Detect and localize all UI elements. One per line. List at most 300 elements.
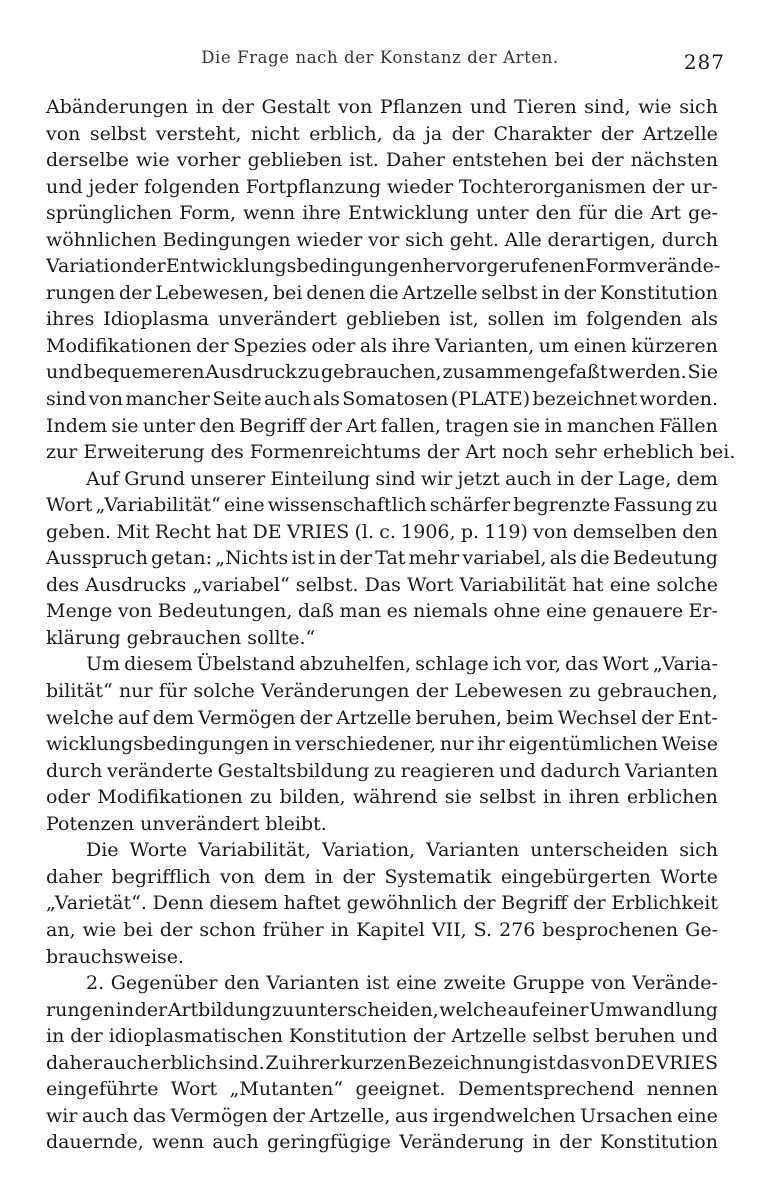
word: nur [118,680,153,703]
word: der [600,122,634,145]
word: von [88,388,123,411]
text-line [46,1076,718,1103]
word: Zu [265,1051,291,1074]
body-text [46,94,736,1156]
word: Varianten, [434,334,535,357]
text-line [46,200,718,227]
word: wieder [386,175,454,198]
word: Art [650,202,681,225]
word: Die [86,839,119,862]
word: Bedingungen [162,228,291,251]
word: Verände- [632,972,718,995]
text-line [46,784,718,811]
word: Vermögen [170,1104,268,1127]
word: Wort [602,653,649,676]
word: ist [366,972,390,995]
text-line [46,545,718,572]
word: demselben [572,520,677,543]
word: eine [396,972,437,995]
word: bequemeren [83,361,205,384]
word: von [590,1051,625,1074]
word: rungen [46,998,116,1021]
word: der [70,1025,103,1048]
word: zu [250,786,273,809]
word: und [469,96,507,118]
text-line [46,572,718,599]
word: selbst [89,122,147,145]
word: zu [568,680,592,703]
line-text: zur Erweiterung des Formenreichtums der Art noch sehr erheblich bei. [46,441,736,464]
word: jetzt [457,467,500,490]
word: auf [117,706,149,729]
text-line [46,1103,718,1130]
word: in [195,96,214,118]
word: geben. [46,520,112,543]
word: ihres [46,308,95,331]
text-line [46,280,718,307]
word: Konstitution [599,1131,718,1154]
word: veränderte [106,759,213,782]
text-line [46,731,718,758]
word: unterscheiden, [294,998,439,1021]
word: zu [695,494,718,517]
word: „Nichts [215,547,289,570]
word: Das [364,573,401,596]
word: denen [306,281,366,304]
word: als [690,308,718,331]
word: schärfer [429,494,511,517]
word: schon [199,918,256,941]
word: Artzelle [336,706,412,729]
word: bilden, [279,786,346,809]
word: der [118,281,152,304]
word: sie [513,414,541,437]
word: daher [46,865,103,888]
text-line [46,121,718,148]
word: eine [677,1104,718,1127]
word: gebrauchen, [597,680,718,703]
word: es [386,600,408,623]
word: dadurch [540,759,621,782]
word: 119) [484,520,528,543]
word: begrenzte [513,494,611,517]
word: früher [262,918,324,941]
word: Form, [179,202,237,225]
word: der [451,122,485,145]
word: „variabel“ [192,573,290,596]
word: „Variabilität“ [95,494,221,517]
word: Modifikationen [46,334,192,357]
word: Tieren [514,96,577,118]
word: ihr [477,733,505,756]
word: zu [373,759,397,782]
word: das [565,653,599,676]
word: Charakter [493,122,592,145]
word: nennen [646,1078,718,1101]
word: Auf [86,467,119,490]
word: die [369,281,399,304]
running-title: Die Frage nach der Konstanz der Arten. [201,48,559,67]
word: durch [661,228,718,251]
word: der [573,892,606,915]
page-number: 287 [683,50,725,74]
word: Formverände- [585,255,721,278]
word: in [46,1025,65,1048]
word: dauernde, [46,1131,144,1154]
word: wie [638,96,672,118]
word: der [641,706,674,729]
word: Worte [129,839,188,862]
word: Denn [152,892,204,915]
word: Modifikationen [97,786,243,809]
word: sollen [487,308,545,331]
word: da [392,122,416,145]
word: rungen [46,281,116,304]
text-line [46,678,718,705]
word: Übelstand [196,653,296,676]
word: für [578,202,607,225]
word: Entwicklung [348,202,469,225]
word: Grund [124,467,186,490]
text-line [46,864,718,891]
word: in [115,998,135,1021]
word: oder [311,334,356,357]
word: Daher [385,149,445,172]
word: DE [625,1051,655,1074]
word: mehr [408,547,460,570]
word: in [543,786,562,809]
word: Wort [170,1078,218,1101]
word: Lebewesen, [155,281,270,304]
word: besprochenen [542,918,679,941]
word: Ent- [677,706,718,729]
word: unter [476,202,529,225]
word: in [532,1131,551,1154]
word: derselbe [46,149,129,172]
word: einen [573,334,627,357]
word: der [159,918,193,941]
word: Fortpflanzung [245,175,382,198]
word: welche [46,706,114,729]
word: wenn [152,1131,205,1154]
word: in [544,414,563,437]
word: (PLATE) [450,388,531,411]
word: Entwicklungsbedingungen [165,255,423,278]
word: auf [507,998,539,1021]
word: selbst. [295,573,359,596]
text-line [46,625,718,652]
word: daher [46,1051,103,1074]
word: werden. [608,361,687,384]
word: S. [473,918,493,941]
word: unverändert [217,308,338,331]
word: zu [297,361,320,384]
word: in [556,467,576,490]
word: VII, [431,918,467,941]
word: im [553,308,578,331]
word: VRIES [655,1051,718,1074]
word: jeder [88,175,139,198]
word: auch [81,1104,129,1127]
word: gewöhnlich [346,892,458,915]
word: der [591,149,624,172]
word: Varianten [266,972,360,995]
word: Um [86,653,121,676]
word: begrifflich [111,865,211,888]
word: der [651,175,685,198]
word: sprünglichen [46,202,173,225]
word: p. [460,520,480,543]
word: reagieren [400,759,495,782]
text-line [46,997,718,1024]
word: Bezeichnung [407,1051,532,1074]
word: Pflanzen [379,96,463,118]
word: beim [506,706,554,729]
word: Somatosen [342,388,449,411]
word: Variation [46,255,134,278]
word: Einteilung [270,467,371,490]
word: der [221,96,254,118]
word: das [132,1104,167,1127]
word: das [556,1051,590,1074]
word: Tat [375,547,406,570]
word: der [580,467,613,490]
word: wicklungsbedingungen [46,733,270,756]
text-line [46,705,718,732]
word: fallen, [380,414,441,437]
word: eingeführte [46,1078,159,1101]
word: als [312,388,340,411]
text-line [46,917,718,944]
text-line [46,227,718,254]
text-line [46,466,718,493]
word: zweite [443,972,506,995]
word: des [46,573,80,596]
word: der [196,334,229,357]
word: Alle [504,228,542,251]
word: wir [46,1104,78,1127]
word: Fällen [659,414,718,437]
word: Idioplasma [103,308,210,331]
text-line [46,174,718,201]
word: als [549,547,577,570]
word: ihre [391,334,431,357]
word: der [412,1025,446,1048]
word: sie [444,786,472,809]
text-line [46,439,736,466]
word: welche [439,998,508,1021]
text-line [46,970,718,997]
word: in [314,865,334,888]
word: von [220,865,255,888]
word: Artzelle [402,281,478,304]
word: Bedeutungen, [157,600,293,623]
word: ist [532,1051,556,1074]
word: Variation, [321,839,416,862]
word: Begriff [501,892,568,915]
word: ist, [449,308,479,331]
word: Recht [154,520,211,543]
running-head [0,48,765,78]
word: Dementsprechend [457,1078,635,1101]
word: in [318,547,337,570]
word: erblich [150,1051,218,1074]
word: geeignet. [355,1078,446,1101]
text-line [46,386,718,413]
word: Fassung [613,494,693,517]
word: Indem [46,414,108,437]
word: diesem [209,892,278,915]
text-line [46,1129,718,1156]
word: VRIES [286,520,350,543]
word: und [499,759,536,782]
word: Variabilität [459,573,567,596]
word: Artzelle [642,122,718,145]
text-line [46,758,718,785]
text-line [46,837,718,864]
word: der [563,281,597,304]
word: Wechsel [557,706,637,729]
word: versteht, [155,122,242,145]
word: ich [492,653,522,676]
word: Ausdrucks [85,573,187,596]
word: nur [439,733,474,756]
word: von [337,96,373,118]
word: dem [676,467,718,490]
word: ohne [493,600,541,623]
word: Gruppe [512,972,585,995]
word: Variabilität, [198,839,311,862]
word: Tochterorganismen [458,175,646,198]
word: vor [368,228,400,251]
word: zu [271,998,295,1021]
word: zusammengefaßt [442,361,608,384]
word: Er- [688,600,718,623]
word: und [681,1025,718,1048]
word: der [272,1104,305,1127]
word: sind. [218,1051,265,1074]
word: bei [273,281,303,304]
word: Vermögen [198,706,296,729]
word: auch [505,467,552,490]
word: einer [538,998,589,1021]
word: tragen [445,414,509,437]
word: Gegenüber [110,972,218,995]
text-line [46,890,718,917]
word: Artbildung [167,998,272,1021]
word: der [559,1131,592,1154]
word: der [309,414,342,437]
word: beruhen, [415,706,502,729]
word: Konstitution [288,1025,407,1048]
word: geringfügige [267,1131,391,1154]
word: auch [102,1051,150,1074]
word: Varianten [624,759,718,782]
word: Seite [212,388,262,411]
word: solche [193,680,255,703]
word: ge- [688,202,718,225]
text-line [46,94,718,121]
word: man [339,600,382,623]
word: um [538,334,569,357]
word: vor, [525,653,562,676]
word: geblieben [345,308,441,331]
word: Wort [46,494,93,517]
word: eine [609,573,651,596]
word: unter [142,414,196,437]
text-line [46,1050,718,1077]
word: manchen [566,414,655,437]
word: Ausdruck [205,361,297,384]
word: sich [405,228,444,251]
word: auch [263,388,311,411]
word: irgendwelchen [432,1104,576,1127]
word: eingebürgerten [500,865,651,888]
word: mancher [125,388,211,411]
word: Menge [46,600,113,623]
word: Kapitel [356,918,425,941]
word: daß [297,600,335,623]
word: aus [394,1104,429,1127]
word: hervorgerufenen [422,255,586,278]
word: Lage, [617,467,672,490]
word: von [533,520,568,543]
word: solche [656,573,718,596]
word: Spezies [233,334,307,357]
word: als [359,334,388,357]
word: verschiedener, [295,733,437,756]
word: selbst [481,281,538,304]
text-line [46,306,718,333]
word: Gestalt [261,96,331,118]
word: niemals [413,600,488,623]
word: c. [379,520,396,543]
word: und [46,175,83,198]
word: den [199,414,235,437]
word: schlage [415,653,489,676]
text-line [46,519,718,546]
word: bei [554,149,585,172]
text-line [46,253,721,280]
word: der [342,865,376,888]
word: entstehen [452,149,548,172]
word: gebrauchen, [320,361,442,384]
word: Begriff [239,414,306,437]
word: Systematik [384,865,492,888]
word: Umwandlung [589,998,718,1021]
word: DE [252,520,282,543]
word: von [117,600,153,623]
word: bezeichnet [532,388,638,411]
word: in [330,918,350,941]
word: Artzelle [451,1025,527,1048]
word: worden. [639,388,718,411]
text-line [46,492,718,519]
word: der [133,255,166,278]
word: ist. [349,149,379,172]
word: wöhnlichen [46,228,157,251]
word: selbst [532,1025,590,1048]
word: ihren [568,786,620,809]
word: eine [223,494,265,517]
word: „Varietät“. [46,892,147,915]
word: wie [136,149,170,172]
word: der [339,547,373,570]
word: abzuhelfen, [299,653,412,676]
word: „Varia- [652,653,718,676]
word: Lebewesen [454,680,563,703]
word: Weise [661,733,718,756]
